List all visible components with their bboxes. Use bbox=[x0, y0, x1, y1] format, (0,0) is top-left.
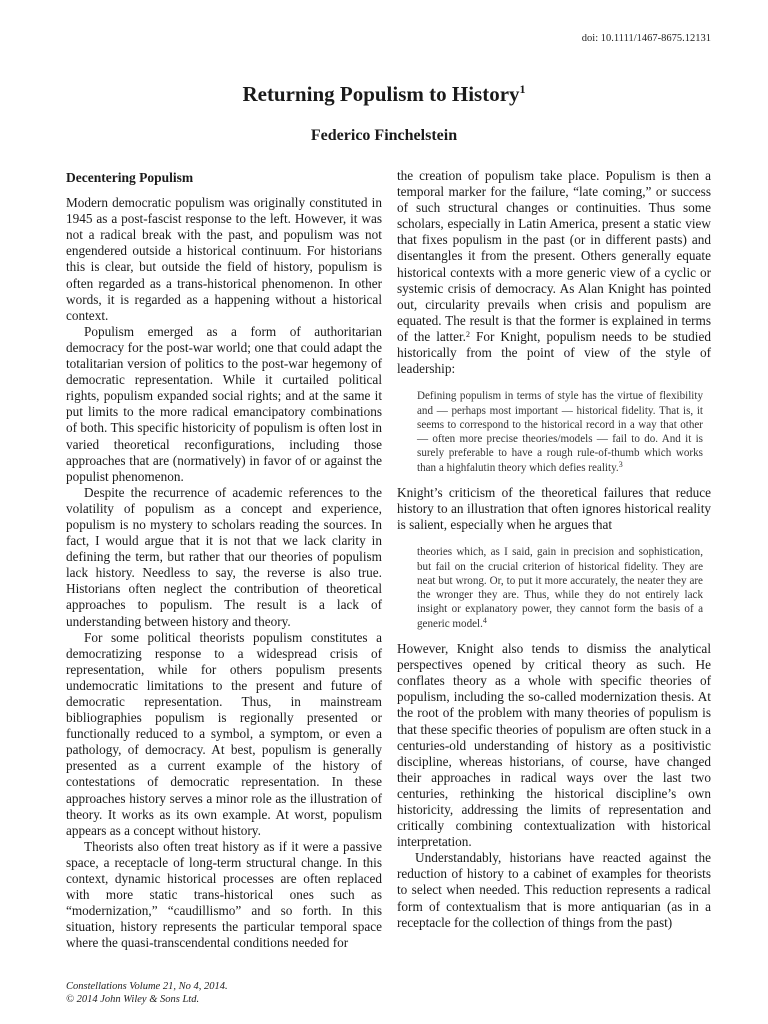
quote-text: theories which, as I said, gain in precision and sophistication, but fail on the crucial criterion of historical fidelity. They are neat but wrong. Or, to put it more accurately, the neater they are the wronger they are. Thus, while they do not entirely lack insight or explanatory power, they cannot form the basis of a generic model. bbox=[417, 546, 703, 630]
paragraph: Modern democratic populism was originally constituted in 1945 as a post-fascist response to the left. However, it was not a radical break with the past, and populism was not engendered outside a historical continuum. For historians this is clear, but outside the field of history, populism is often regarded as a trans-historical phenomenon. In other words, it is regarded as a happening without a historical context. bbox=[66, 195, 382, 323]
quote-text: Defining populism in terms of style has the virtue of flexibility and — perhaps most important — historical fidelity. That is, it seems to correspond to the historical record in a way that other — often more precise theories/models — fail to do. And it is surely preferable to have a rough rule-of-thumb which works than a highfalutin theory which defies reality. bbox=[417, 390, 703, 474]
paragraph: Theorists also often treat history as if it were a passive space, a receptacle of long-term structural change. In this context, dynamic historical processes are often replaced with more static trans-historical ones such as “modernization,” “caudillismo” and so forth. In this situation, history represents the particular temporal space where the quasi-transcendental conditions needed for bbox=[66, 838, 382, 951]
section-heading: Decentering Populism bbox=[66, 170, 194, 185]
doi-reference: doi: 10.1111/1467-8675.12131 bbox=[581, 33, 711, 44]
paragraph-text: For Knight, populism needs to be studied historically from the point of view of the style of leadership: bbox=[397, 328, 711, 377]
paragraph: Knight’s criticism of the theoretical failures that reduce history to an illustration that often ignores historical reality is salient, especially when he argues that bbox=[397, 485, 711, 533]
author-name: Federico Finchelstein bbox=[310, 127, 458, 144]
article-title-text: Returning Populism to History bbox=[242, 82, 520, 106]
paragraph bbox=[397, 168, 711, 377]
footnote-marker: 3 bbox=[618, 459, 623, 469]
footnote-marker: 4 bbox=[482, 615, 487, 625]
title-footnote-marker: 1 bbox=[519, 82, 526, 96]
article-title bbox=[0, 82, 768, 107]
left-column bbox=[66, 168, 382, 952]
paragraph: Populism emerged as a form of authoritarian democracy for the post-war world; one that could adapt the totalitarian version of politics to the post-war hegemony of democratic representation. While it curtailed political rights, populism expanded social rights; and at the same it put limits to the more radical emancipatory combinations of both. This specific historicity of populism is often lost in varied theoretical reconfigurations, including those approaches that are (normatively) in favor of or against the populist phenomenon. bbox=[66, 323, 382, 484]
footnote-marker: 2 bbox=[466, 329, 470, 339]
journal-citation: Constellations Volume 21, No 4, 2014. bbox=[66, 981, 228, 992]
paragraph: For some political theorists populism constitutes a democratizing response to a widespread crisis of representation, while for others populism presents undemocratic limitations to the present and future of democratic representation. Thus, in mainstream bibliographies populism is regionally presented or functionally reduced to a symbol, a symptom, or even a pathology, of democracy. At best, populism is generally presented as a current example of the history of contestations of democratic representation. In these approaches history serves a minor role as the illustration of theory. It works as its own example. At worst, populism appears as a concept without history. bbox=[66, 629, 382, 838]
right-column bbox=[397, 168, 711, 931]
block-quote bbox=[417, 545, 703, 631]
paragraph: However, Knight also tends to dismiss the analytical perspectives opened by critical theory as such. He conflates theory as a whole with specific theories of populism, including the so-called modernization thesis. At the root of the problem with many theories of populism is that these specific theories of populism are often stuck in a centuries-old understanding of history as a positivistic discipline, whereas historians, of course, have changed their approaches in radical ways over the last two centuries, rethinking the historical discipline’s own historicity, addressing the limits of representation and critically combining contextualization with historical interpretation. bbox=[397, 641, 711, 850]
paragraph: Despite the recurrence of academic references to the volatility of populism as a concept and experience, populism is no mystery to scholars reading the sources. In fact, I would argue that it is not that we lack clarity in defining the term, but rather that our theories of populism lack history. Needless to say, the reverse is also true. Historians often neglect the contribution of theoretical approaches to populism. The result is a lack of understanding between history and theory. bbox=[66, 484, 382, 629]
paragraph-text: the creation of populism take place. Populism is then a temporal marker for the failure, “late coming,” or success of such structural changes or continuities. Thus some scholars, especially in Latin America, present a static view that fixes populism in the past (or in different pasts) and disentangles it from the present. Others generally equate historical contexts with a more generic view of a cyclic or systemic crisis of democracy. As Alan Knight has pointed out, circularity prevails when crisis and populism are equated. The result is that the former is explained in terms of the latter. bbox=[397, 168, 711, 344]
copyright-notice: © 2014 John Wiley & Sons Ltd. bbox=[66, 994, 200, 1005]
paragraph: Understandably, historians have reacted against the reduction of history to a cabinet of examples for theorists to select when needed. This reduction represents a radical form of contextualism that is more antiquarian (as in a receptacle for the collection of things from the past) bbox=[397, 850, 711, 930]
journal-footer bbox=[66, 980, 228, 1006]
block-quote bbox=[417, 389, 703, 475]
